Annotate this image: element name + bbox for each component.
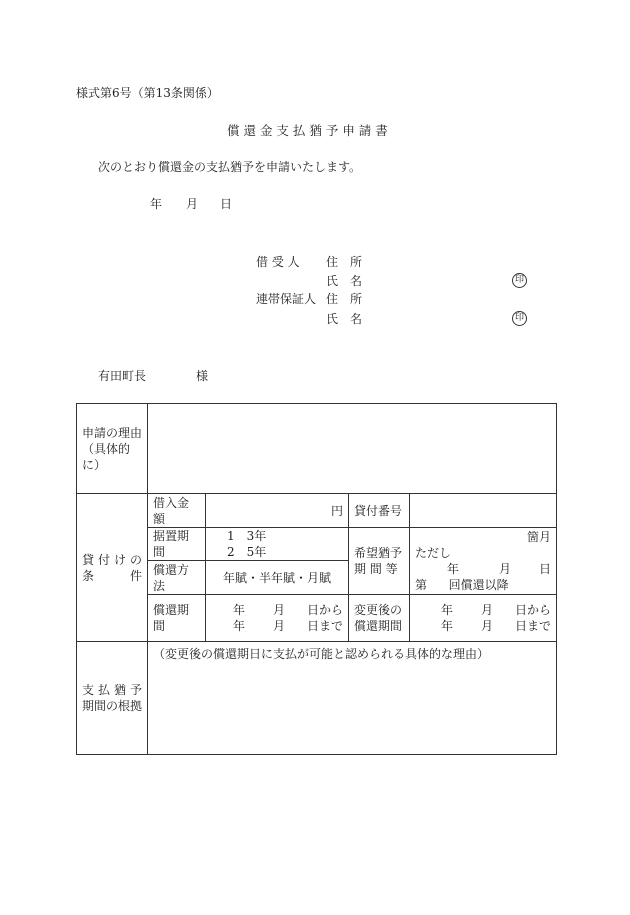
repayment-period-from-line: [211, 602, 343, 618]
loan-amount-input[interactable]: [206, 494, 349, 528]
period-from-month: 月: [272, 603, 285, 617]
basis-label-line-2: 期間の根拠: [82, 699, 143, 713]
desired-deferment-label-cell: [349, 528, 410, 595]
guarantor-label: 連帯保証人: [256, 292, 317, 306]
conditions-label-cell: [77, 494, 148, 642]
date-day: 日: [220, 197, 233, 211]
loan-amount-label: 借入金額: [148, 494, 206, 528]
borrower-seal: 印: [512, 273, 527, 288]
loan-amount-row: [77, 494, 557, 528]
loan-number-input[interactable]: [410, 494, 557, 528]
changed-period-until-line: [415, 618, 551, 634]
changed-period-label-cell: [349, 595, 410, 642]
deferment-row: [77, 528, 557, 561]
period-until-suffix: 日まで: [306, 619, 343, 633]
desired-date-day: 日: [538, 562, 551, 576]
borrower-address-label: 住 所: [326, 255, 363, 269]
reason-label-line-1: 申請の理由: [82, 425, 143, 440]
borrower-name-label: 氏 名: [326, 274, 363, 288]
repayment-period-label: 償還期間: [148, 595, 206, 642]
basis-label-line-1: 支 払 猶 予: [82, 683, 142, 697]
repayment-method-label: 償還方法: [148, 561, 206, 595]
reason-row: [77, 404, 557, 494]
desired-deferment-label-line-2: 期 間 等: [354, 562, 398, 576]
repayment-period-row: [77, 595, 557, 642]
basis-label-cell: [77, 642, 148, 755]
basis-note: （変更後の償還期日に支払が可能と認められる具体的な理由）: [153, 647, 490, 661]
installment-line: [415, 577, 551, 593]
desired-date-line: [415, 561, 551, 577]
changed-period-cell[interactable]: [410, 595, 557, 642]
changed-from-suffix: 日から: [514, 603, 551, 617]
date-month: 月: [186, 197, 199, 211]
basis-input-cell[interactable]: [148, 642, 557, 755]
addressee-honorific: 様: [196, 369, 209, 383]
desired-date-year: 年: [446, 562, 459, 576]
intro-text: 次のとおり償還金の支払猶予を申請いたします。: [98, 160, 362, 174]
guarantor-name-label: 氏 名: [326, 312, 363, 326]
reason-label-line-2: （具体的に）: [82, 441, 131, 472]
repayment-period-until-line: [211, 618, 343, 634]
deferment-options-cell[interactable]: [206, 528, 349, 561]
changed-period-from-line: [415, 602, 551, 618]
period-until-year: 年: [232, 619, 245, 633]
reason-label-cell: [77, 404, 148, 494]
changed-period-label-line-1: 変更後の: [354, 603, 403, 617]
loan-number-label: 貸付番号: [349, 494, 410, 528]
deferment-period-label: 据置期間: [148, 528, 206, 561]
addressee-office: 有田町長: [98, 369, 147, 383]
installment-dai: 第: [415, 578, 428, 592]
date-year: 年: [150, 197, 163, 211]
yen-unit: 円: [330, 503, 343, 518]
changed-until-suffix: 日まで: [514, 619, 551, 633]
months-unit: 箇月: [526, 530, 551, 544]
period-until-month: 月: [272, 619, 285, 633]
installment-from: 回償還以降: [448, 578, 509, 592]
deferment-option-1[interactable]: 1 3年: [227, 529, 267, 543]
guarantor-seal: 印: [512, 311, 527, 326]
reason-input-cell[interactable]: [148, 404, 557, 494]
desired-deferment-label-line-1: 希望猶予: [354, 546, 403, 560]
application-table: [76, 403, 557, 755]
conditions-label-line-1: 貸 付 け の: [82, 552, 142, 567]
repayment-period-cell[interactable]: [206, 595, 349, 642]
guarantor-address-label: 住 所: [326, 292, 363, 306]
deferment-option-2[interactable]: 2 5年: [227, 545, 267, 559]
period-from-year: 年: [232, 603, 245, 617]
desired-date-month: 月: [498, 562, 511, 576]
changed-from-month: 月: [480, 603, 493, 617]
changed-until-month: 月: [480, 619, 493, 633]
borrower-label: 借 受 人: [256, 255, 300, 269]
form-title: 償 還 金 支 払 猶 予 申 請 書: [227, 123, 388, 138]
period-from-suffix: 日から: [306, 603, 343, 617]
changed-until-year: 年: [440, 619, 453, 633]
repayment-method-options[interactable]: 年賦・半年賦・月賦: [206, 561, 349, 595]
changed-period-label-line-2: 償還期間: [354, 619, 403, 633]
conditions-label-line-2: 条 件: [82, 568, 142, 583]
form-number: 様式第6号（第13条関係）: [76, 86, 219, 100]
changed-from-year: 年: [440, 603, 453, 617]
however-text: ただし: [415, 546, 452, 560]
desired-deferment-input-cell[interactable]: [410, 528, 557, 595]
basis-row: [77, 642, 557, 755]
